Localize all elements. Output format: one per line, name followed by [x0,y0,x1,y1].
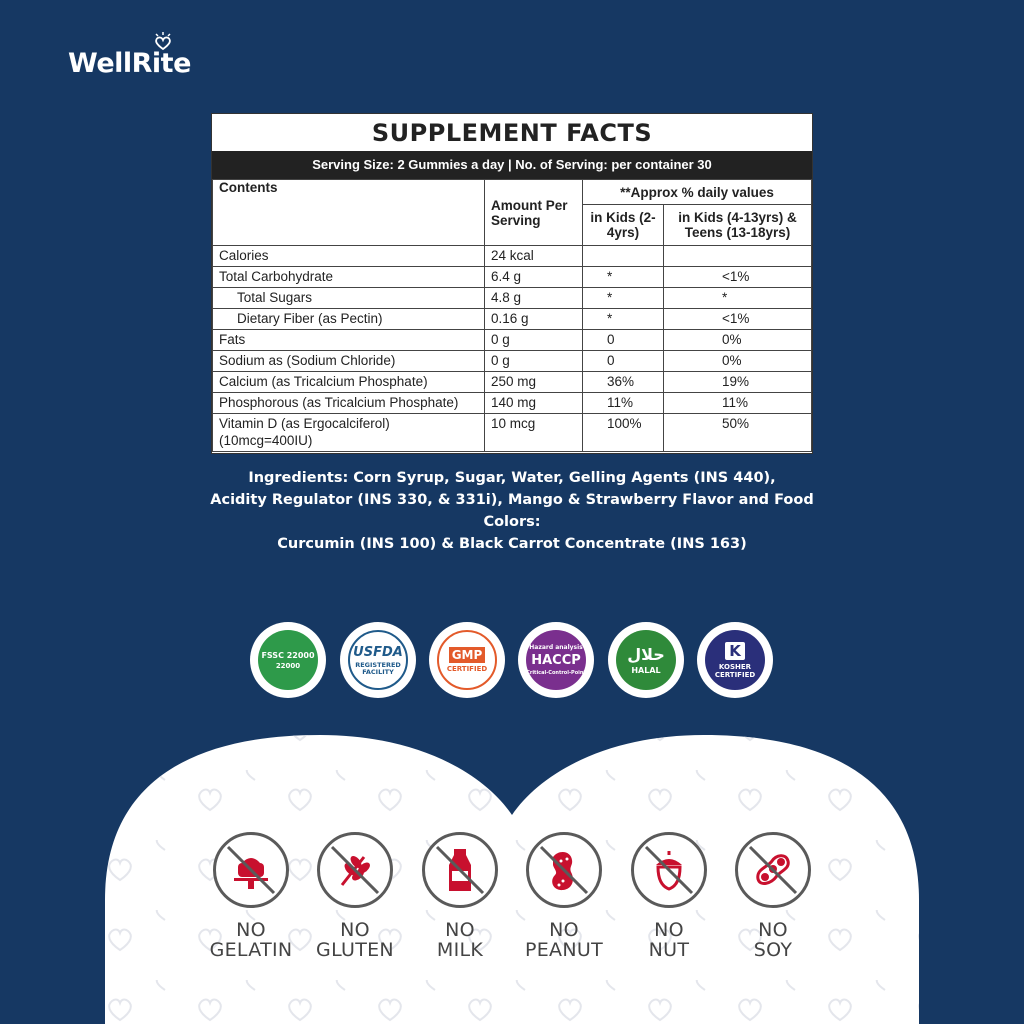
cert-sub: 22000 [275,661,301,670]
row-teens: * [664,288,812,309]
item-label: NUT [648,939,690,961]
item-label: PEANUT [525,939,603,961]
cert-sub: CERTIFIED [446,665,488,673]
table-row [213,246,812,267]
row-kids: * [583,288,664,309]
free-from-soy [713,832,833,960]
free-from-nut [609,832,729,960]
free-from-milk [400,832,520,960]
col-teens: in Kids (4-13yrs) & Teens (13-18yrs) [664,205,812,246]
free-from-gluten [295,832,415,960]
kosher-badge [697,622,773,698]
row-name: Calories [213,246,485,267]
row-amount: 24 kcal [485,246,583,267]
supplement-facts-panel [211,113,813,454]
cert-main: FSSC 22000 [261,650,315,660]
col-contents: Contents [213,180,485,246]
row-kids: 36% [583,372,664,393]
ingredients-line-3: Curcumin (INS 100) & Black Carrot Concentrate (INS 163) [277,536,747,552]
row-amount: 10 mcg [485,414,583,452]
serving-info: Serving Size: 2 Gummies a day | No. of Serving: per container 30 [212,151,812,179]
cert-sub: Critical-Control-Point [526,670,586,676]
halal-badge [608,622,684,698]
cert-main: K [725,642,745,660]
row-name: Dietary Fiber (as Pectin) [213,309,485,330]
row-amount: 4.8 g [485,288,583,309]
row-kids: * [583,267,664,288]
row-amount: 140 mg [485,393,583,414]
row-name: Phosphorous (as Tricalcium Phosphate) [213,393,485,414]
table-row [213,309,812,330]
row-teens: 11% [664,393,812,414]
row-kids [583,246,664,267]
row-teens: 0% [664,330,812,351]
brand-logo [68,48,191,79]
heart-icon [152,32,174,52]
row-kids: 100% [583,414,664,452]
row-name: Total Carbohydrate [213,267,485,288]
no-label: NO [445,919,475,941]
nut-icon [631,832,707,908]
table-row [213,288,812,309]
item-label: SOY [753,939,793,961]
ingredients-line-1: Ingredients: Corn Syrup, Sugar, Water, Gelling Agents (INS 440), [248,470,776,486]
row-teens: 0% [664,351,812,372]
item-label: GLUTEN [316,939,394,961]
col-amount: Amount Per Serving [485,180,583,246]
cert-sub: HALAL [631,666,661,675]
row-amount: 0 g [485,330,583,351]
row-teens: 19% [664,372,812,393]
gmp-badge [429,622,505,698]
row-kids: 11% [583,393,664,414]
row-kids: 0 [583,351,664,372]
gluten-icon [317,832,393,908]
certification-badges [0,622,1024,702]
free-from-gelatin [191,832,311,960]
row-kids: * [583,309,664,330]
no-label: NO [758,919,788,941]
col-approx: **Approx % daily values [583,180,812,205]
milk-icon [422,832,498,908]
facts-title: SUPPLEMENT FACTS [371,119,653,147]
row-name: Total Sugars [213,288,485,309]
row-teens [664,246,812,267]
row-name: Calcium (as Tricalcium Phosphate) [213,372,485,393]
table-row [213,414,812,452]
no-label: NO [654,919,684,941]
table-row [213,267,812,288]
row-amount: 250 mg [485,372,583,393]
cert-main: حلال [627,645,665,664]
cert-main: GMP [449,647,486,663]
no-label: NO [236,919,266,941]
usfda-badge [340,622,416,698]
no-label: NO [549,919,579,941]
no-label: NO [340,919,370,941]
row-name: Fats [213,330,485,351]
haccp-badge [518,622,594,698]
row-amount: 6.4 g [485,267,583,288]
cert-main: USFDA [353,644,403,660]
cert-sub: KOSHER CERTIFIED [714,662,756,679]
row-teens: <1% [664,267,812,288]
ingredients-text [180,467,844,555]
cert-ring: Hazard analysis [529,644,583,651]
free-from-peanut [504,832,624,960]
table-row [213,351,812,372]
table-row [213,330,812,351]
item-label: GELATIN [209,939,293,961]
row-teens: <1% [664,309,812,330]
row-amount: 0.16 g [485,309,583,330]
fssc-badge [250,622,326,698]
brand-name: WellRite [68,48,191,79]
row-amount: 0 g [485,351,583,372]
soy-icon [735,832,811,908]
ingredients-line-2: Acidity Regulator (INS 330, & 331i), Mango & Strawberry Flavor and Food Colors: [210,492,814,530]
row-name: Sodium as (Sodium Chloride) [213,351,485,372]
table-row [213,372,812,393]
col-kids: in Kids (2-4yrs) [583,205,664,246]
peanut-icon [526,832,602,908]
table-row [213,393,812,414]
row-kids: 0 [583,330,664,351]
gelatin-icon [213,832,289,908]
row-teens: 50% [664,414,812,452]
row-name: Vitamin D (as Ergocalciferol) (10mcg=400IU) [213,414,485,452]
facts-table [212,179,812,452]
item-label: MILK [436,939,484,961]
cert-sub: REGISTERED FACILITY [355,660,401,676]
cert-main: HACCP [531,653,581,668]
